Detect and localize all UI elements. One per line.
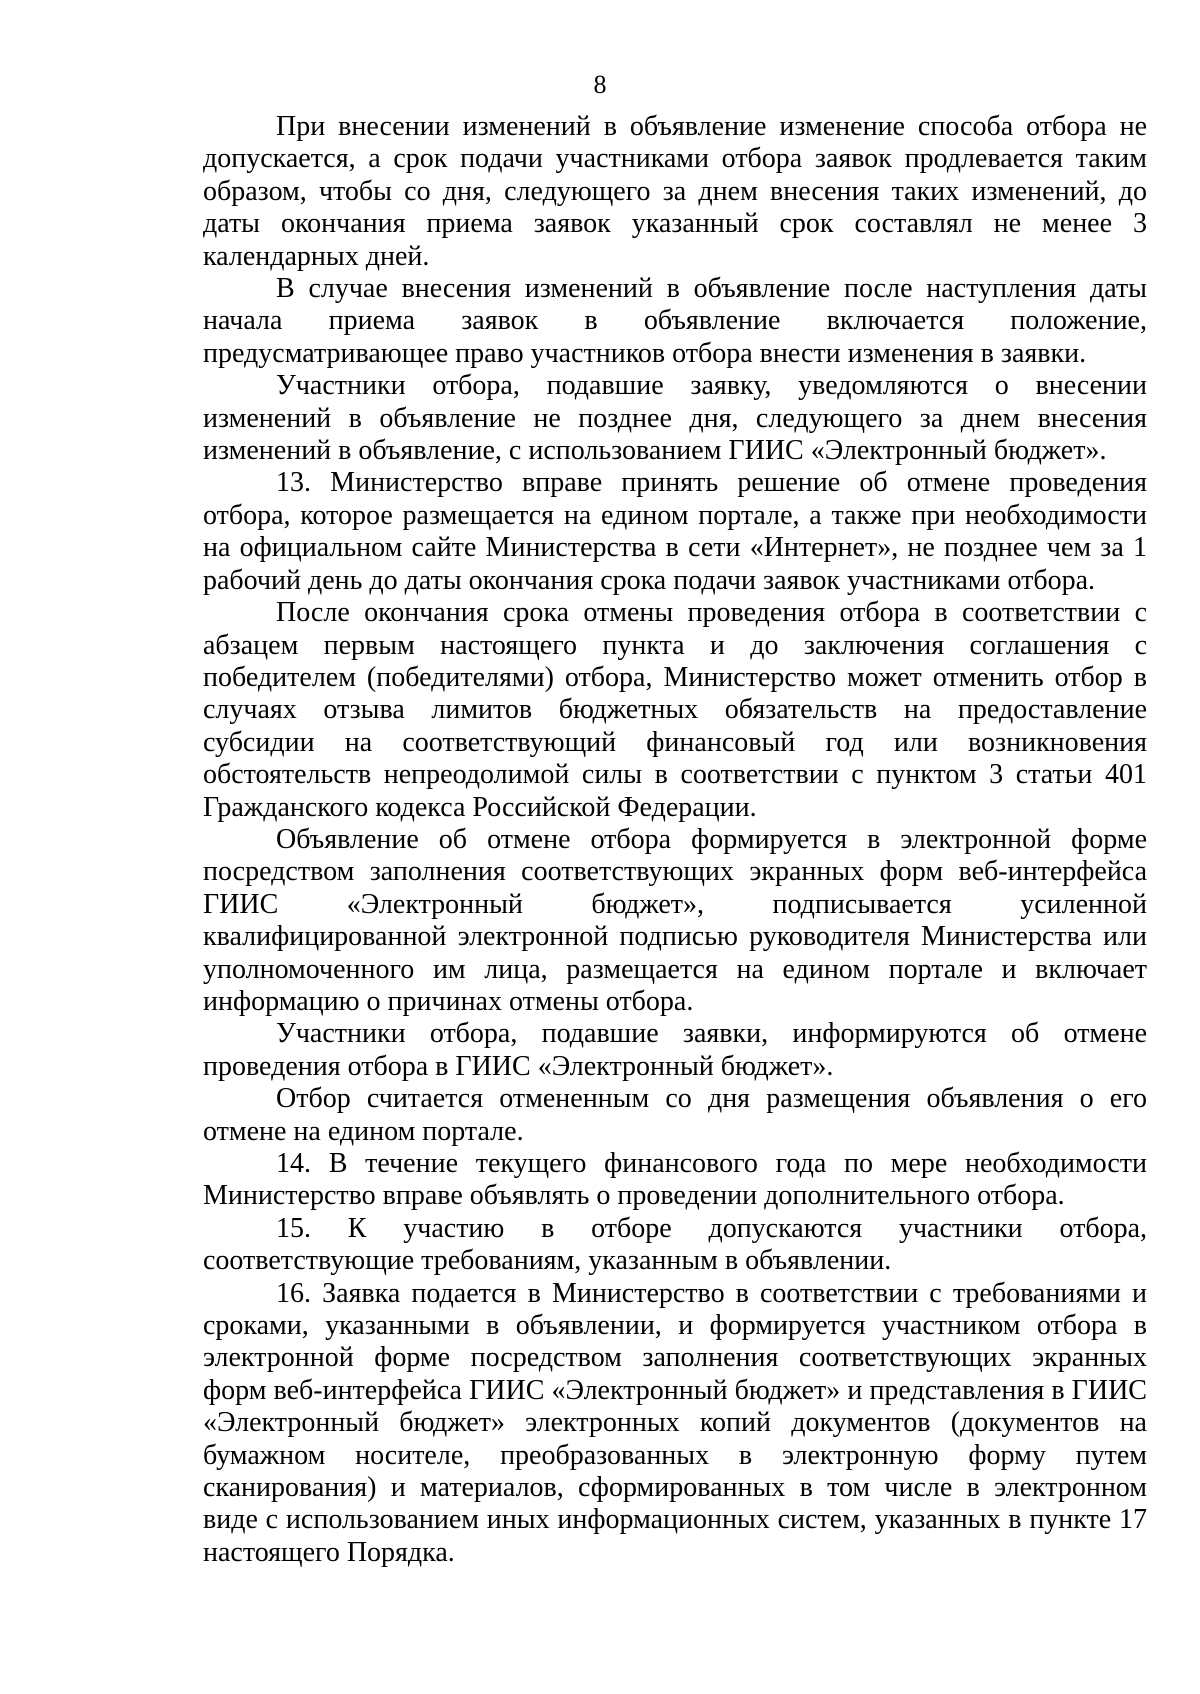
paragraph-cancellation-conditions: После окончания срока отмены проведения отбора в соответствии с абзацем первым настоящего пункта и до заключения соглашения с победителем (победителями) отбора, Министерство может отменить отбор в случаях отзыва лимитов бюджетных обязательств на предоставление субсидии на соответствующий финансовый год или возникновения обстоятельств непреодолимой силы в соответствии с пунктом 3 статьи 401 Гражданского кодекса Российской Федерации.	[203, 597, 1147, 823]
paragraph-changes-after-start: В случае внесения изменений в объявление после наступления даты начала приема заявок в объявление включается положение, предусматривающее право участников отбора внести изменения в заявки.	[203, 273, 1147, 369]
paragraph-item-13: 13. Министерство вправе принять решение об отмене проведения отбора, которое размещается на едином портале, а также при необходимости на официальном сайте Министерства в сети «Интернет», не позднее чем за 1 рабочий день до даты окончания срока подачи заявок участниками отбора.	[203, 467, 1147, 596]
paragraph-item-16: 16. Заявка подается в Министерство в соответствии с требованиями и сроками, указанными в объявлении, и формируется участником отбора в электронной форме посредством заполнения соответствующих экранных форм веб-интерфейса ГИИС «Электронный бюджет» и представления в ГИИС «Электронный бюджет» электронных копий документов (документов на бумажном носителе, преобразованных в электронную форму путем сканирования) и материалов, сформированных в том числе в электронном виде с использованием иных информационных систем, указанных в пункте 17 настоящего Порядка.	[203, 1277, 1147, 1568]
page-number: 8	[593, 70, 607, 99]
paragraph-item-14: 14. В течение текущего финансового года по мере необходимости Министерство вправе объявлять о проведении дополнительного отбора.	[203, 1148, 1147, 1212]
document-body	[203, 111, 1147, 1569]
paragraph-changes-to-announcement: При внесении изменений в объявление изменение способа отбора не допускается, а срок подачи участниками отбора заявок продлевается таким образом, чтобы со дня, следующего за днем внесения таких изменений, до даты окончания приема заявок указанный срок составлял не менее 3 календарных дней.	[203, 111, 1147, 272]
paragraph-selection-cancelled: Отбор считается отмененным со дня размещения объявления о его отмене на едином портале.	[203, 1083, 1147, 1147]
paragraph-participants-notified: Участники отбора, подавшие заявку, уведомляются о внесении изменений в объявление не позднее дня, следующего за днем внесения изменений в объявление, с использованием ГИИС «Электронный бюджет».	[203, 370, 1147, 467]
paragraph-participants-informed: Участники отбора, подавшие заявки, информируются об отмене проведения отбора в ГИИС «Электронный бюджет».	[203, 1018, 1147, 1082]
paragraph-item-15: 15. К участию в отборе допускаются участники отбора, соответствующие требованиям, указанным в объявлении.	[203, 1212, 1147, 1277]
paragraph-cancellation-announcement: Объявление об отмене отбора формируется в электронной форме посредством заполнения соответствующих экранных форм веб-интерфейса ГИИС «Электронный бюджет», подписывается усиленной квалифицированной электронной подписью руководителя Министерства или уполномоченного им лица, размещается на едином портале и включает информацию о причинах отмены отбора.	[203, 823, 1147, 1017]
